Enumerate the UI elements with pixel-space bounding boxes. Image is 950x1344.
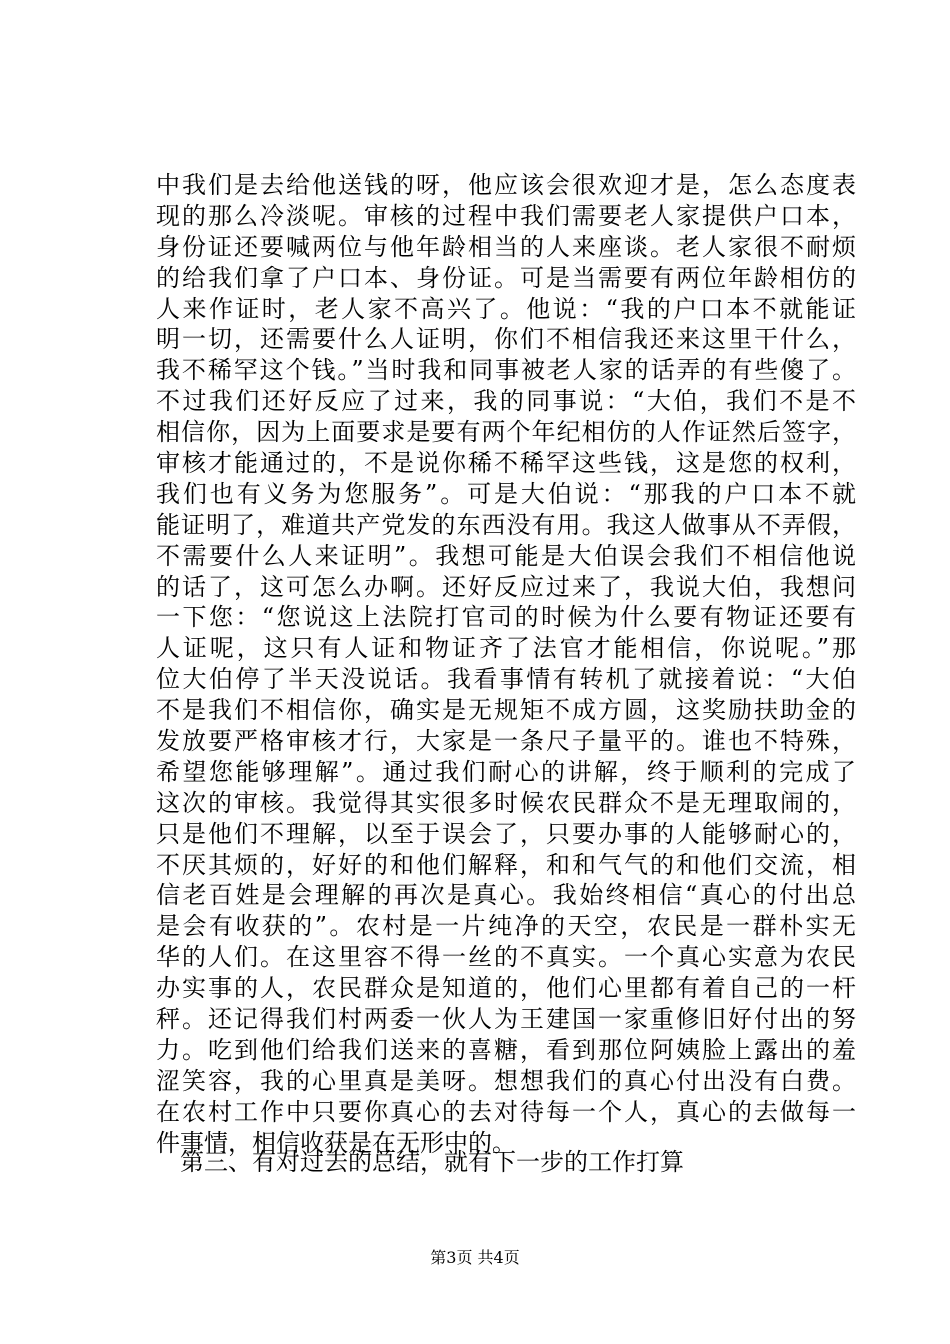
paragraph-line: 秤。还记得我们村两委一伙人为王建国一家重修旧好付出的努 (156, 1005, 856, 1034)
paragraph (156, 170, 856, 1159)
paragraph-line: 一下您：“您说这上法院打官司的时候为什么要有物证还要有 (156, 603, 856, 632)
paragraph-line: 这次的审核。我觉得其实很多时候农民群众不是无理取闹的， (156, 788, 856, 817)
paragraph-line: 现的那么冷淡呢。审核的过程中我们需要老人家提供户口本， (156, 201, 856, 230)
paragraph-line: 华的人们。在这里容不得一丝的不真实。一个真心实意为农民 (156, 943, 856, 972)
paragraph-line: 明一切，还需要什么人证明，你们不相信我还来这里干什么， (156, 325, 856, 354)
paragraph-line: 希望您能够理解”。通过我们耐心的讲解，终于顺利的完成了 (156, 757, 856, 786)
paragraph-line: 人来作证时，老人家不高兴了。他说：“我的户口本不就能证 (156, 294, 856, 323)
paragraph-line: 我不稀罕这个钱。”当时我和同事被老人家的话弄的有些傻了。 (156, 356, 856, 385)
paragraph-line: 发放要严格审核才行，大家是一条尺子量平的。谁也不特殊， (156, 727, 856, 756)
paragraph-line: 涩笑容，我的心里真是美呀。想想我们的真心付出没有白费。 (156, 1066, 856, 1095)
paragraph-line: 人证呢，这只有人证和物证齐了法官才能相信，你说呢。”那 (156, 634, 856, 663)
paragraph-line: 的话了，这可怎么办啊。还好反应过来了，我说大伯，我想问 (156, 572, 856, 601)
paragraph-line: 不是我们不相信你，确实是无规矩不成方圆，这奖励扶助金的 (156, 696, 856, 725)
paragraph-line: 只是他们不理解，以至于误会了，只要办事的人能够耐心的， (156, 819, 856, 848)
paragraph-line: 力。吃到他们给我们送来的喜糖，看到那位阿姨脸上露出的羞 (156, 1035, 856, 1064)
paragraph-line: 信老百姓是会理解的再次是真心。我始终相信“真心的付出总 (156, 881, 856, 910)
paragraph-line: 位大伯停了半天没说话。我看事情有转机了就接着说：“大伯 (156, 665, 856, 694)
paragraph-line: 审核才能通过的，不是说你稀不稀罕这些钱，这是您的权利， (156, 449, 856, 478)
paragraph-line: 能证明了，难道共产党发的东西没有用。我这人做事从不弄假， (156, 510, 856, 539)
paragraph-line: 中我们是去给他送钱的呀，他应该会很欢迎才是，怎么态度表 (156, 171, 856, 199)
paragraph-line: 是会有收获的”。农村是一片纯净的天空，农民是一群朴实无 (156, 912, 856, 941)
paragraph-line: 相信你，因为上面要求是要有两个年纪相仿的人作证然后签字， (156, 418, 856, 447)
section-heading: 第三、有对过去的总结，就有下一步的工作打算 (180, 1148, 684, 1176)
paragraph-line: 身份证还要喊两位与他年龄相当的人来座谈。老人家很不耐烦 (156, 232, 856, 261)
page-footer: 第3页 共4页 (430, 1248, 520, 1267)
paragraph-line: 不需要什么人来证明”。我想可能是大伯误会我们不相信他说 (156, 541, 856, 570)
paragraph-line: 的给我们拿了户口本、身份证。可是当需要有两位年龄相仿的 (156, 263, 856, 292)
paragraph-line: 我们也有义务为您服务”。可是大伯说：“那我的户口本不就 (156, 479, 856, 508)
paragraph-line: 在农村工作中只要你真心的去对待每一个人，真心的去做每一 (156, 1097, 856, 1126)
paragraph-line: 不厌其烦的，好好的和他们解释，和和气气的和他们交流，相 (156, 850, 856, 879)
paragraph-line: 办实事的人，农民群众是知道的，他们心里都有着自己的一杆 (156, 974, 856, 1003)
paragraph-line: 件事情，相信收获是在无形中的。 (156, 1128, 516, 1157)
paragraph-line: 不过我们还好反应了过来，我的同事说：“大伯，我们不是不 (156, 387, 856, 416)
